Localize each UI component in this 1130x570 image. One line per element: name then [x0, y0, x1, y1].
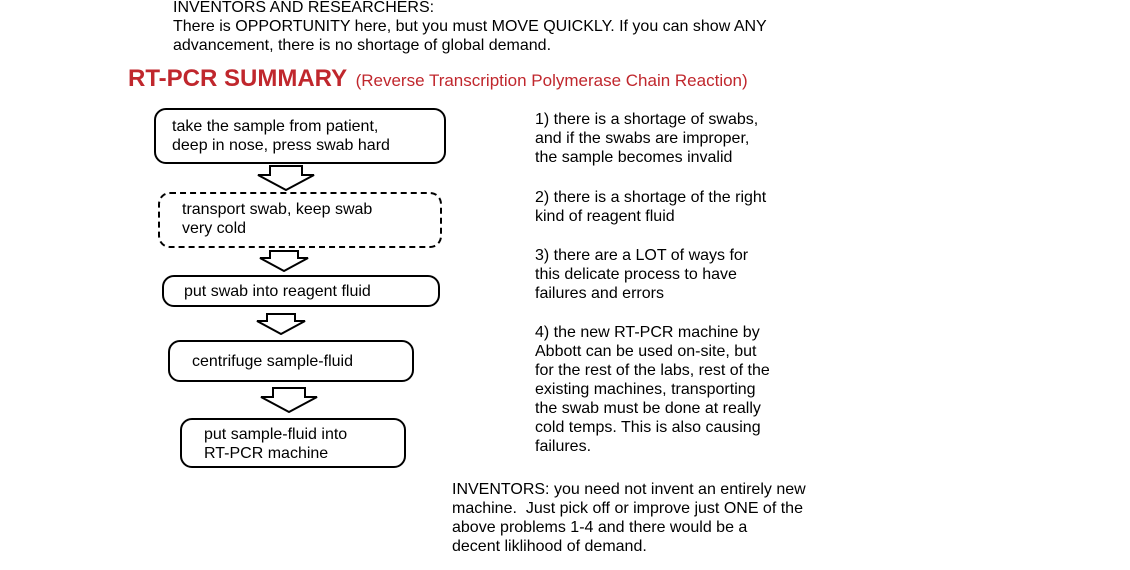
down-arrow-icon	[255, 313, 307, 335]
flow-step-4-label: centrifuge sample-fluid	[192, 353, 353, 370]
flow-step-3-box	[162, 275, 440, 307]
flow-step-4-box	[168, 340, 414, 382]
intro-line-2: There is OPPORTUNITY here, but you must MOVE QUICKLY. If you can show ANY	[173, 18, 767, 35]
flow-step-5-box	[180, 418, 406, 468]
down-arrow-icon	[259, 387, 319, 413]
flow-step-5-label: put sample-fluid into RT-PCR machine	[204, 426, 348, 462]
flow-step-3-label: put swab into reagent fluid	[184, 283, 371, 300]
issue-4: 4) the new RT-PCR machine by Abbott can be used on-site, but for the rest of the labs, rest of the existing machines, transporting the swab must be done at really cold temps. This is also causing failures.	[535, 324, 770, 455]
flow-step-1-label: take the sample from patient, deep in nose, press swab hard	[172, 118, 390, 154]
issue-2: 2) there is a shortage of the right kind of reagent fluid	[535, 189, 767, 225]
title-main: RT-PCR SUMMARY	[128, 65, 348, 92]
intro-text	[173, 0, 767, 55]
issue-1: 1) there is a shortage of swabs, and if the swabs are improper, the sample becomes invalid	[535, 111, 759, 166]
down-arrow-icon	[256, 165, 316, 191]
title-subtitle: (Reverse Transcription Polymerase Chain Reaction)	[355, 71, 748, 90]
issue-3: 3) there are a LOT of ways for this delicate process to have failures and errors	[535, 247, 749, 302]
flow-step-2-label: transport swab, keep swab very cold	[182, 201, 373, 237]
intro-line-3: advancement, there is no shortage of global demand.	[173, 37, 552, 54]
flow-step-1-box	[154, 108, 446, 164]
intro-heading: INVENTORS AND RESEARCHERS:	[173, 0, 435, 16]
page-title	[128, 65, 748, 93]
down-arrow-icon	[258, 250, 310, 272]
flow-step-2-box	[158, 192, 442, 248]
closing-note: INVENTORS: you need not invent an entirely new machine. Just pick off or improve just ONE of the above problems 1-4 and there would be a decent liklihood of demand.	[452, 481, 806, 555]
